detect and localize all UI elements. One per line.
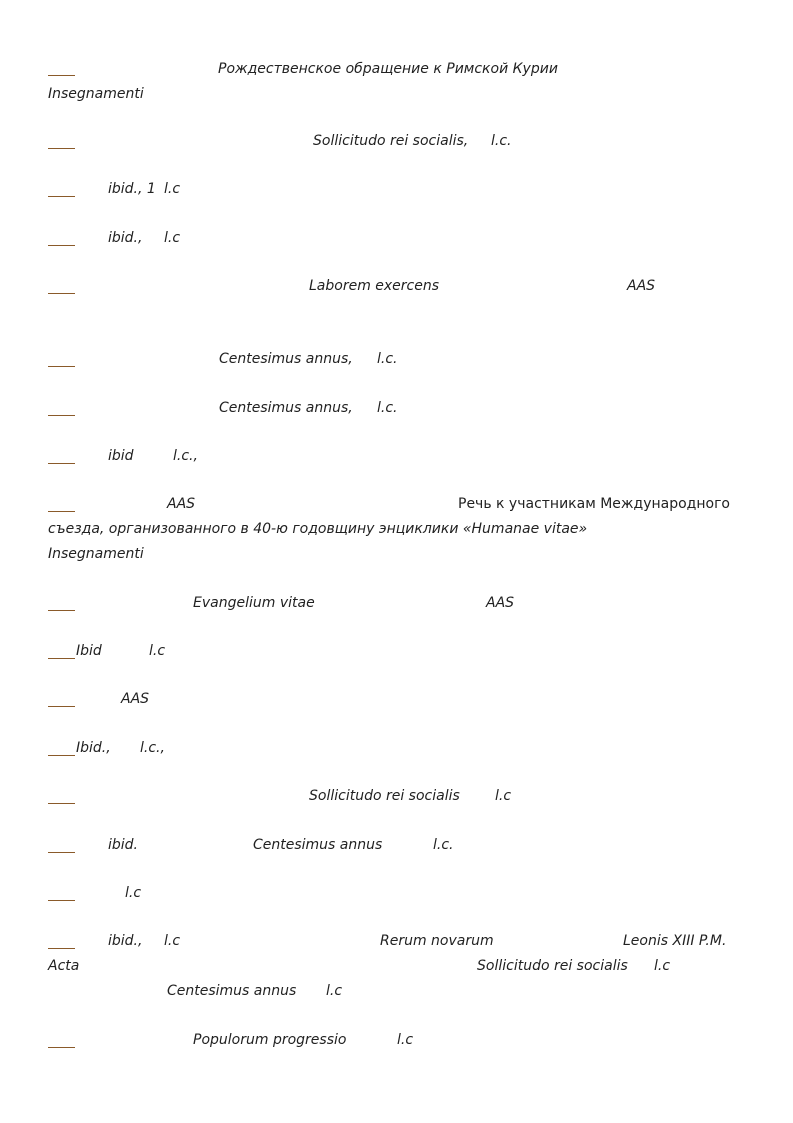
footnote-text: ibid., (108, 933, 143, 949)
footnote-marker (48, 658, 75, 659)
footnote-text: l.c (164, 181, 181, 197)
footnote-text: Insegnamenti (48, 86, 144, 102)
footnote-marker (48, 196, 75, 197)
footnote-text: Laborem exercens (309, 278, 440, 294)
footnote-text: l.c (495, 788, 512, 804)
footnote-text: Ibid (76, 643, 102, 659)
footnote-marker (48, 803, 75, 804)
footnote-text: AAS (167, 496, 196, 512)
footnote-text: Рождественское обращение к Римской Курии (218, 61, 558, 77)
footnote-text: ibid (108, 448, 134, 464)
footnote-marker (48, 706, 75, 707)
footnote-text: Sollicitudo rei socialis (477, 958, 628, 974)
footnote-text: l.c (149, 643, 166, 659)
footnote-text: AAS (121, 691, 150, 707)
footnote-text: ibid., 1 (108, 181, 156, 197)
footnote-text: Ibid., (76, 740, 111, 756)
footnote-text: Centesimus annus, (219, 351, 353, 367)
footnote-text: Leonis XIII P.M. (623, 933, 727, 949)
footnote-marker (48, 75, 75, 76)
footnote-text: Rerum novarum (380, 933, 494, 949)
footnote-text: l.c. (433, 837, 454, 853)
footnote-text: Insegnamenti (48, 546, 144, 562)
footnote-text: l.c. (377, 351, 398, 367)
footnote-text: Centesimus annus (167, 983, 297, 999)
footnote-text: l.c (164, 230, 181, 246)
footnote-text: l.c (164, 933, 181, 949)
footnote-text: ibid. (108, 837, 139, 853)
footnote-text: l.c (654, 958, 671, 974)
footnote-marker (48, 852, 75, 853)
footnote-text: Речь к участникам Международного (458, 496, 730, 512)
footnote-marker (48, 948, 75, 949)
footnote-text: Centesimus annus (253, 837, 383, 853)
footnote-text: Populorum progressio (193, 1032, 347, 1048)
footnote-text: l.c (397, 1032, 414, 1048)
footnote-text: l.c., (140, 740, 165, 756)
footnote-marker (48, 245, 75, 246)
footnote-marker (48, 511, 75, 512)
footnote-marker (48, 755, 75, 756)
footnote-text: съезда, организованного в 40-ю годовщину энциклики «Humanae vitae» (48, 521, 588, 537)
footnote-marker (48, 610, 75, 611)
footnote-text: Sollicitudo rei socialis, (313, 133, 469, 149)
footnote-text: l.c (326, 983, 343, 999)
footnote-marker (48, 366, 75, 367)
footnote-marker (48, 900, 75, 901)
footnote-text: l.c. (377, 400, 398, 416)
footnote-text: l.c (125, 885, 142, 901)
footnote-text: Evangelium vitae (193, 595, 315, 611)
footnote-text: AAS (627, 278, 656, 294)
footnote-marker (48, 463, 75, 464)
footnote-text: Centesimus annus, (219, 400, 353, 416)
footnote-marker (48, 293, 75, 294)
footnote-text: Sollicitudo rei socialis (309, 788, 460, 804)
footnote-marker (48, 148, 75, 149)
footnote-text: ibid., (108, 230, 143, 246)
footnote-text: AAS (486, 595, 515, 611)
footnote-text: Acta (48, 958, 80, 974)
footnote-marker (48, 1047, 75, 1048)
footnote-marker (48, 415, 75, 416)
footnote-text: l.c. (491, 133, 512, 149)
footnote-text: l.c., (173, 448, 198, 464)
